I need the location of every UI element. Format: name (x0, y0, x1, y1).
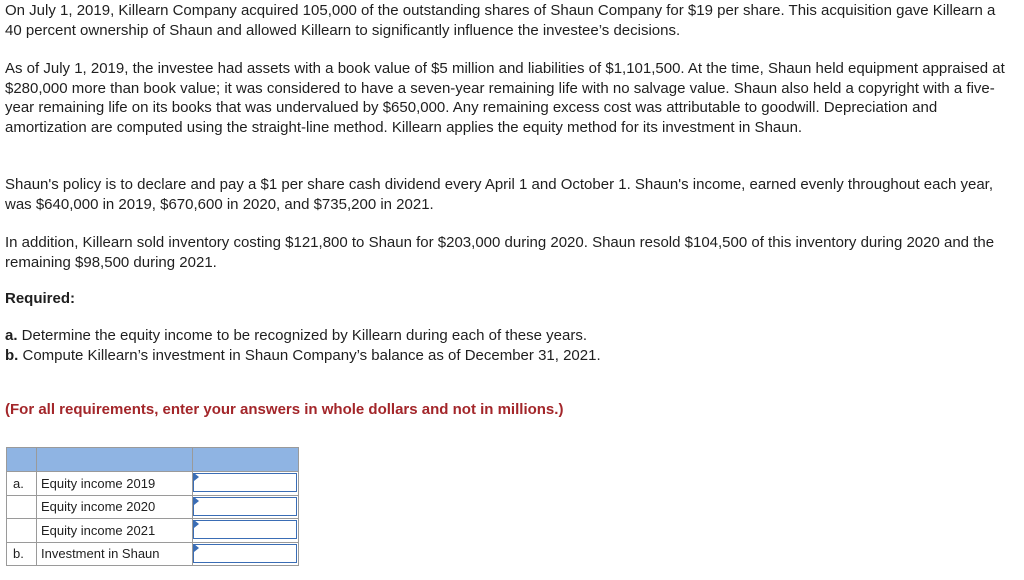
input-marker-icon (194, 473, 199, 481)
row-label: a. (7, 472, 37, 496)
requirement-a (5, 326, 587, 346)
row-description: Equity income 2021 (37, 519, 193, 543)
answer-input-box[interactable] (193, 497, 297, 516)
requirement-b (5, 346, 601, 366)
problem-paragraph-2: As of July 1, 2019, the investee had assets with a book value of $5 million and liabilities of $1,101,500. At the time, Shaun held equipment appraised at $280,000 more than book value; it was considered to have a seven-year remaining life with no salvage value. Shaun also held a copyright with a five-year remaining life on its books that was undervalued by $650,000. Any remaining excess cost was attributable to goodwill. Depreciation and amortization are computed using the straight-line method. Killearn applies the equity method for its investment in Shaun. (5, 60, 1005, 136)
table-row (7, 472, 299, 496)
input-marker-icon (194, 544, 199, 552)
answer-cell (193, 472, 299, 496)
answer-format-note: (For all requirements, enter your answers in whole dollars and not in millions.) (5, 401, 564, 418)
investment-in-shaun-input[interactable] (200, 545, 292, 562)
answer-cell (193, 519, 299, 543)
header-cell-answer (193, 448, 299, 472)
table-header-row (7, 448, 299, 472)
equity-income-2020-input[interactable] (200, 498, 292, 515)
equity-income-2019-input[interactable] (200, 474, 292, 491)
table-row (7, 519, 299, 543)
row-label: b. (7, 542, 37, 566)
header-cell-label (7, 448, 37, 472)
problem-paragraph-3: Shaun's policy is to declare and pay a $1 per share cash dividend every April 1 and October 1. Shaun's income, earned evenly throughout each year, was $640,000 in 2019, $670,600 in 2020, and $735,200 in 2021. (5, 176, 994, 213)
table-row (7, 495, 299, 519)
requirement-b-letter: b. (5, 347, 19, 364)
requirement-a-letter: a. (5, 327, 18, 344)
equity-income-2021-input[interactable] (200, 521, 292, 538)
requirement-a-text: Determine the equity income to be recognized by Killearn during each of these years. (17, 327, 588, 344)
row-label (7, 519, 37, 543)
header-cell-description (37, 448, 193, 472)
answer-table (6, 447, 299, 566)
answer-cell (193, 495, 299, 519)
row-description: Equity income 2020 (37, 495, 193, 519)
problem-paragraph-1: On July 1, 2019, Killearn Company acquired 105,000 of the outstanding shares of Shaun Company for $19 per share. This acquisition gave Killearn a 40 percent ownership of Shaun and allowed Killearn to significantly influence the investee’s decisions. (5, 2, 996, 39)
answer-input-box[interactable] (193, 544, 297, 563)
input-marker-icon (194, 497, 199, 505)
row-description: Equity income 2019 (37, 472, 193, 496)
required-heading: Required: (5, 290, 76, 307)
answer-input-box[interactable] (193, 473, 297, 492)
answer-cell (193, 542, 299, 566)
row-label (7, 495, 37, 519)
requirement-b-text: Compute Killearn’s investment in Shaun Company’s balance as of December 31, 2021. (18, 347, 601, 364)
input-marker-icon (194, 520, 199, 528)
problem-paragraph-4: In addition, Killearn sold inventory costing $121,800 to Shaun for $203,000 during 2020. Shaun resold $104,500 of this inventory during 2020 and the remaining $98,500 during 2021. (5, 234, 995, 271)
table-row (7, 542, 299, 566)
answer-input-box[interactable] (193, 520, 297, 539)
row-description: Investment in Shaun (37, 542, 193, 566)
